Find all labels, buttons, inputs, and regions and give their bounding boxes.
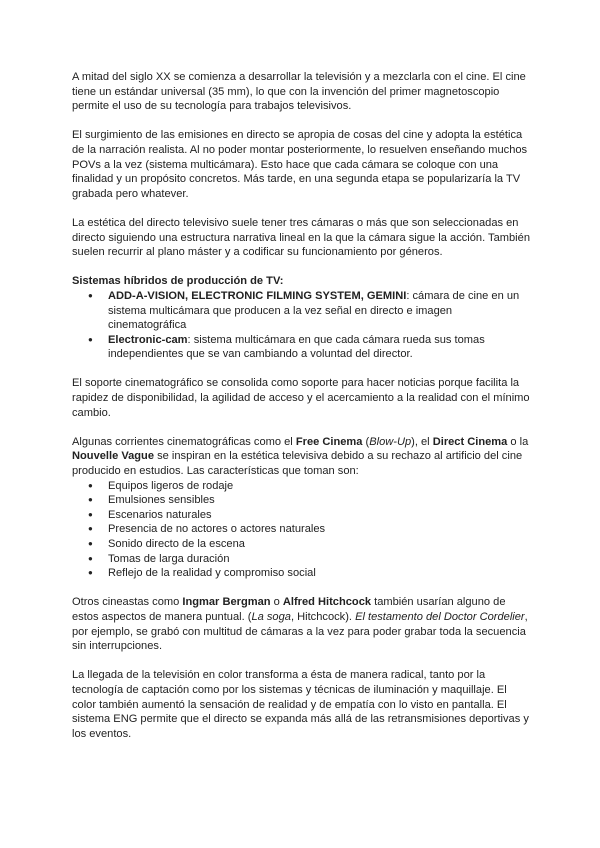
term-description: : sistema multicámara en que cada cámara rueda sus tomas independientes que se van cambiando a voluntad del director. bbox=[108, 333, 485, 361]
features-list bbox=[72, 479, 530, 581]
paragraph-color-tv: La llegada de la televisión en color transforma a ésta de manera radical, tanto por la tecnología de captación como por los sistemas y técnicas de iluminación y maquillaje. El color también aumentó la sensación de realidad y de empatía con lo visto en pantalla. El sistema ENG permite que el directo se expanda más allá de las retransmisiones deportivas y los eventos. bbox=[72, 669, 529, 740]
paragraph-live-broadcasts: El surgimiento de las emisiones en directo se apropia de cosas del cine y adopta la estética de la narración realista. Al no poder montar posteriormente, lo resuelven enseñando muchos POVs a la vez (sistema multicámara). Esto hace que cada cámara se coloque con una finalidad y un propósito concretos. Más tarde, en una segunda etapa se popularizaría la TV grabada pero whatever. bbox=[72, 129, 528, 200]
list-item: ● Reflejo de la realidad y compromiso social bbox=[72, 566, 530, 581]
bold-free-cinema: Free Cinema bbox=[295, 435, 363, 448]
text-run: Otros cineastas como bbox=[72, 596, 183, 609]
list-item bbox=[72, 289, 530, 333]
italic-la-soga: La soga bbox=[251, 610, 291, 623]
list-item: ● Tomas de larga duración bbox=[72, 552, 530, 567]
text-run: o la bbox=[507, 435, 529, 448]
section-heading-hybrid-systems: Sistemas híbridos de producción de TV: bbox=[72, 275, 284, 288]
text-run: Algunas corrientes cinematográficas como el bbox=[72, 435, 296, 448]
text-run: se inspiran en la estética televisiva debido a su rechazo al artificio del cine producido en estudios. Las características que toman son: bbox=[72, 450, 523, 478]
paragraph-live-aesthetics: La estética del directo televisivo suele tener tres cámaras o más que son seleccionadas en directo siguiendo una estructura narrativa lineal en la que la cámara sigue la acción. También suelen recurrir al plano máster y a codificar su funcionamiento por géneros. bbox=[72, 216, 530, 259]
term-bold: Electronic-cam bbox=[108, 333, 188, 346]
bold-direct-cinema: Direct Cinema bbox=[432, 435, 508, 448]
italic-blow-up: Blow-Up bbox=[369, 435, 412, 448]
bold-nouvelle-vague: Nouvelle Vague bbox=[72, 450, 155, 463]
italic-testamento: El testamento del Doctor Cordelier bbox=[355, 610, 525, 623]
paragraph-other-filmmakers bbox=[72, 595, 530, 653]
bold-hitchcock: Alfred Hitchcock bbox=[282, 596, 372, 609]
text-run: , por ejemplo, se grabó con multitud de cámaras a la vez para poder grabar toda la secuencia sin interrupciones. bbox=[72, 610, 528, 653]
list-item: ● Escenarios naturales bbox=[72, 508, 530, 523]
text-run: ( bbox=[362, 435, 370, 448]
bold-bergman: Ingmar Bergman bbox=[182, 596, 271, 609]
term-description: : cámara de cine en un sistema multicámara que producen a la vez señal en directo e imagen cinematográfica bbox=[108, 289, 520, 332]
list-item: ● Presencia de no actores o actores naturales bbox=[72, 522, 530, 537]
text-run: ), el bbox=[411, 435, 433, 448]
paragraph-film-movements bbox=[72, 435, 530, 479]
list-item: ● Equipos ligeros de rodaje bbox=[72, 479, 530, 494]
paragraph-film-support: El soporte cinematográfico se consolida como soporte para hacer noticias porque facilita la rapidez de disponibilidad, la agilidad de acceso y el acercamiento a la realidad con el mínimo cambio. bbox=[72, 377, 530, 419]
paragraph-intro: A mitad del siglo XX se comienza a desarrollar la televisión y a mezclarla con el cine. El cine tiene un estándar universal (35 mm), lo que con la invención del primer magnetoscopio permite el uso de su tecnología para trabajos televisivos. bbox=[72, 71, 526, 113]
text-run: o bbox=[270, 596, 283, 609]
list-item: ● Sonido directo de la escena bbox=[72, 537, 530, 552]
hybrid-systems-list bbox=[72, 289, 530, 362]
text-run: , Hitchcock). bbox=[290, 610, 356, 623]
list-item: ● Emulsiones sensibles bbox=[72, 493, 530, 508]
list-item bbox=[72, 333, 530, 362]
text-run: también usarían alguno de estos aspectos de manera puntual. ( bbox=[72, 596, 506, 623]
term-bold: ADD-A-VISION, ELECTRONIC FILMING SYSTEM, GEMINI bbox=[108, 289, 407, 302]
document-page bbox=[72, 70, 530, 741]
